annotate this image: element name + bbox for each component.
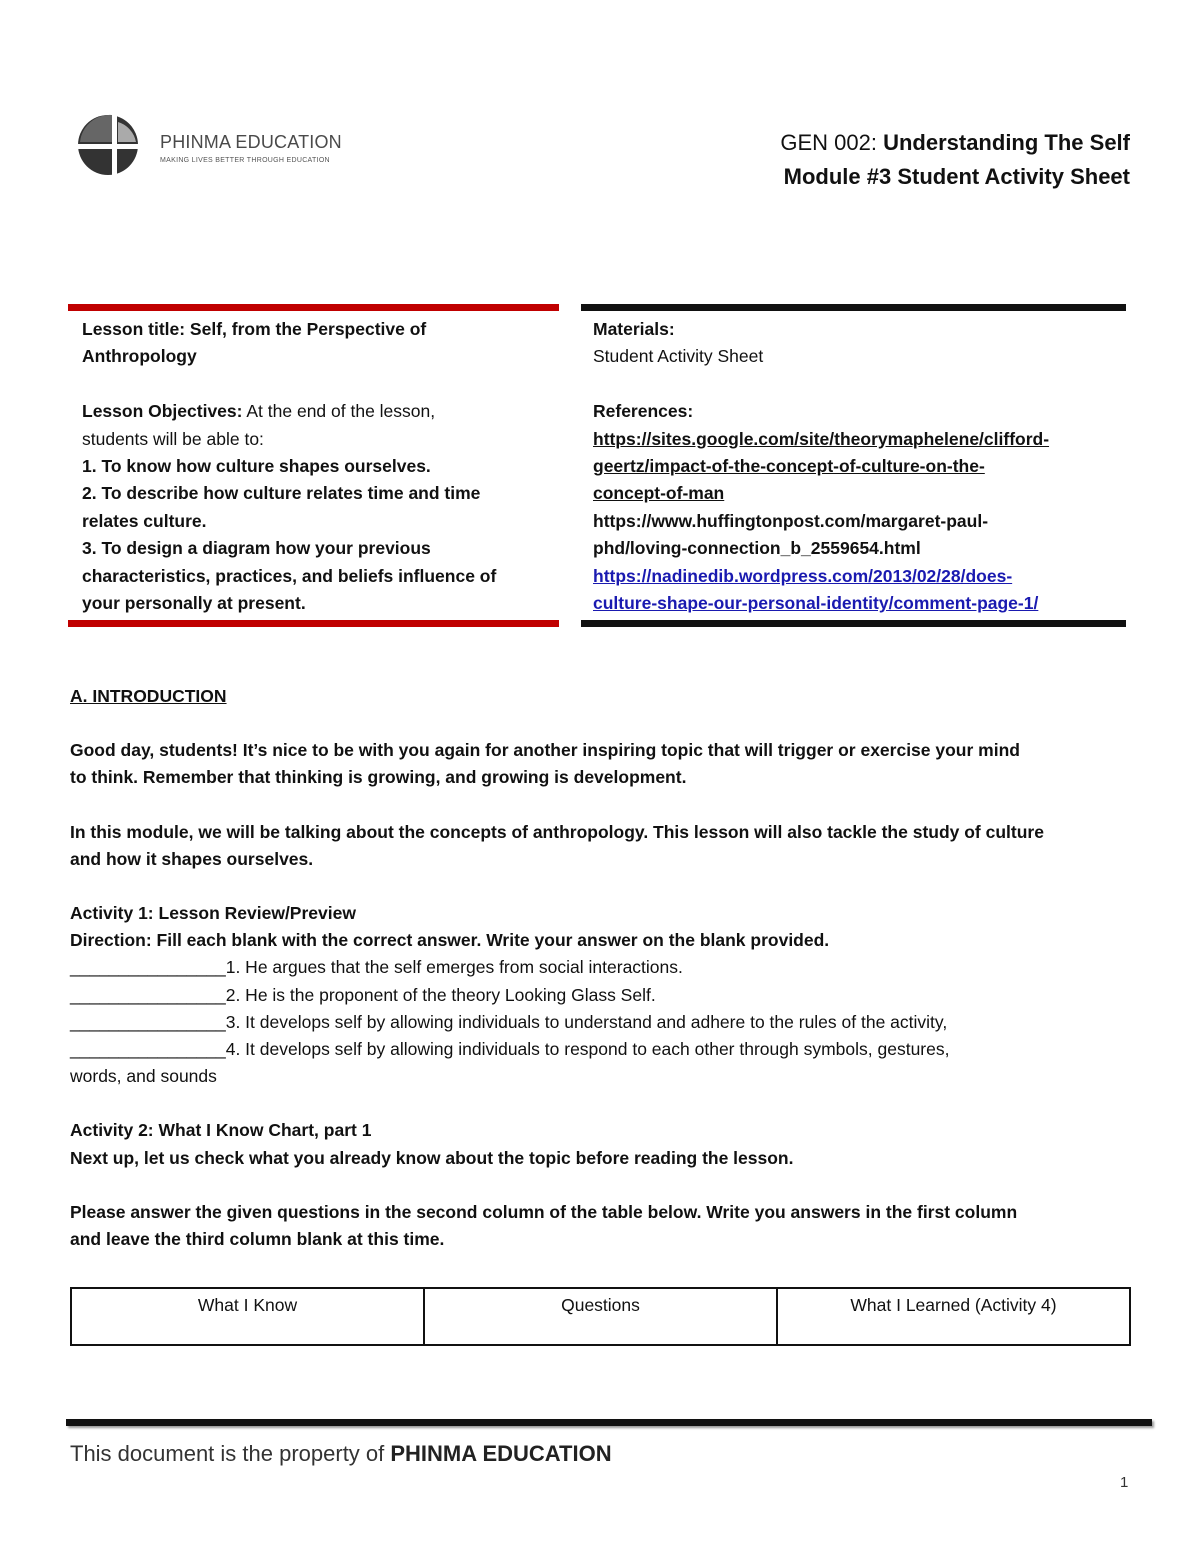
materials-box-top-rule xyxy=(581,304,1126,311)
materials-label: Materials: xyxy=(593,319,675,339)
lesson-title-cont: Anthropology xyxy=(82,346,197,367)
lesson-box xyxy=(82,316,552,617)
intro-paragraph-2: In this module, we will be talking about the concepts of anthropology. This lesson will also tackle the study of culture xyxy=(70,821,1044,842)
course-heading xyxy=(780,130,1130,156)
reference-text-2: phd/loving-connection_b_2559654.html xyxy=(593,538,921,559)
lesson-box-top-rule xyxy=(68,304,559,311)
footer-prefix: This document is the property of xyxy=(70,1441,391,1466)
introduction-heading: A. INTRODUCTION xyxy=(70,686,227,706)
table-header-questions: Questions xyxy=(424,1288,777,1345)
materials-box xyxy=(593,316,1123,617)
objectives-label: Lesson Objectives: xyxy=(82,401,243,422)
footer-text xyxy=(70,1441,612,1467)
activity-1-item: ________________1. He argues that the self emerges from social interactions. xyxy=(70,957,683,978)
intro-paragraph-2: and how it shapes ourselves. xyxy=(70,848,314,869)
intro-paragraph-1: Good day, students! It’s nice to be with you again for another inspiring topic that will trigger or exercise your mind xyxy=(70,740,1020,761)
lesson-title: Lesson title: Self, from the Perspective of xyxy=(82,319,427,339)
objective-line: your personally at present. xyxy=(82,593,306,614)
activity-1-item: ________________4. It develops self by allowing individuals to respond to each other through symbols, gestures, xyxy=(70,1039,950,1060)
course-code: GEN 002: xyxy=(780,130,877,155)
activity-1-item: ________________2. He is the proponent of the theory Looking Glass Self. xyxy=(70,984,656,1005)
course-title: Understanding The Self xyxy=(883,130,1130,155)
reference-link-3[interactable]: https://nadinedib.wordpress.com/2013/02/28/does- xyxy=(593,565,1013,586)
reference-link-3[interactable]: culture-shape-our-personal-identity/comment-page-1/ xyxy=(593,593,1039,614)
references-label: References: xyxy=(593,401,694,422)
activity-1-item: words, and sounds xyxy=(70,1066,217,1087)
materials-value: Student Activity Sheet xyxy=(593,346,764,367)
module-heading: Module #3 Student Activity Sheet xyxy=(783,164,1130,189)
objectives-heading xyxy=(82,398,552,425)
activity-2-line: Next up, let us check what you already know about the topic before reading the lesson. xyxy=(70,1147,794,1168)
activity-1-item: ________________3. It develops self by allowing individuals to understand and adhere to the rules of the activity, xyxy=(70,1011,948,1032)
reference-link-1[interactable]: geertz/impact-of-the-concept-of-culture-on-the- xyxy=(593,456,985,477)
table-header-what-i-know: What I Know xyxy=(71,1288,424,1345)
objectives-intro: At the end of the lesson, xyxy=(242,401,436,422)
activity-1-title: Activity 1: Lesson Review/Preview xyxy=(70,903,356,924)
objective-line: relates culture. xyxy=(82,510,207,531)
activity-2-paragraph: Please answer the given questions in the second column of the table below. Write you answers in the first column xyxy=(70,1201,1018,1222)
document-body xyxy=(70,683,1135,1253)
objective-line: characteristics, practices, and beliefs influence of xyxy=(82,565,497,586)
objective-line: 2. To describe how culture relates time and time xyxy=(82,483,481,504)
logo-name: PHINMA EDUCATION xyxy=(160,132,342,152)
materials-box-bottom-rule xyxy=(581,620,1126,627)
table-header-what-i-learned: What I Learned (Activity 4) xyxy=(777,1288,1130,1345)
reference-link-1[interactable]: https://sites.google.com/site/theorymaphelene/clifford- xyxy=(593,428,1050,449)
table-row xyxy=(71,1288,1130,1345)
page-number: 1 xyxy=(1120,1474,1129,1491)
activity-1-direction: Direction: Fill each blank with the correct answer. Write your answer on the blank provided. xyxy=(70,930,830,951)
what-i-know-table xyxy=(70,1287,1131,1346)
objective-line: 1. To know how culture shapes ourselves. xyxy=(82,456,431,477)
footer-rule xyxy=(66,1419,1152,1426)
reference-link-1[interactable]: concept-of-man xyxy=(593,483,725,504)
lesson-box-bottom-rule xyxy=(68,620,559,627)
footer-owner: PHINMA EDUCATION xyxy=(390,1441,612,1466)
activity-2-title: Activity 2: What I Know Chart, part 1 xyxy=(70,1120,372,1141)
intro-paragraph-1: to think. Remember that thinking is growing, and growing is development. xyxy=(70,767,687,788)
reference-text-2: https://www.huffingtonpost.com/margaret-paul- xyxy=(593,510,989,531)
logo-tagline: MAKING LIVES BETTER THROUGH EDUCATION xyxy=(160,157,330,164)
objectives-intro-cont: students will be able to: xyxy=(82,428,264,449)
objective-line: 3. To design a diagram how your previous xyxy=(82,538,431,559)
activity-2-paragraph: and leave the third column blank at this time. xyxy=(70,1229,445,1250)
